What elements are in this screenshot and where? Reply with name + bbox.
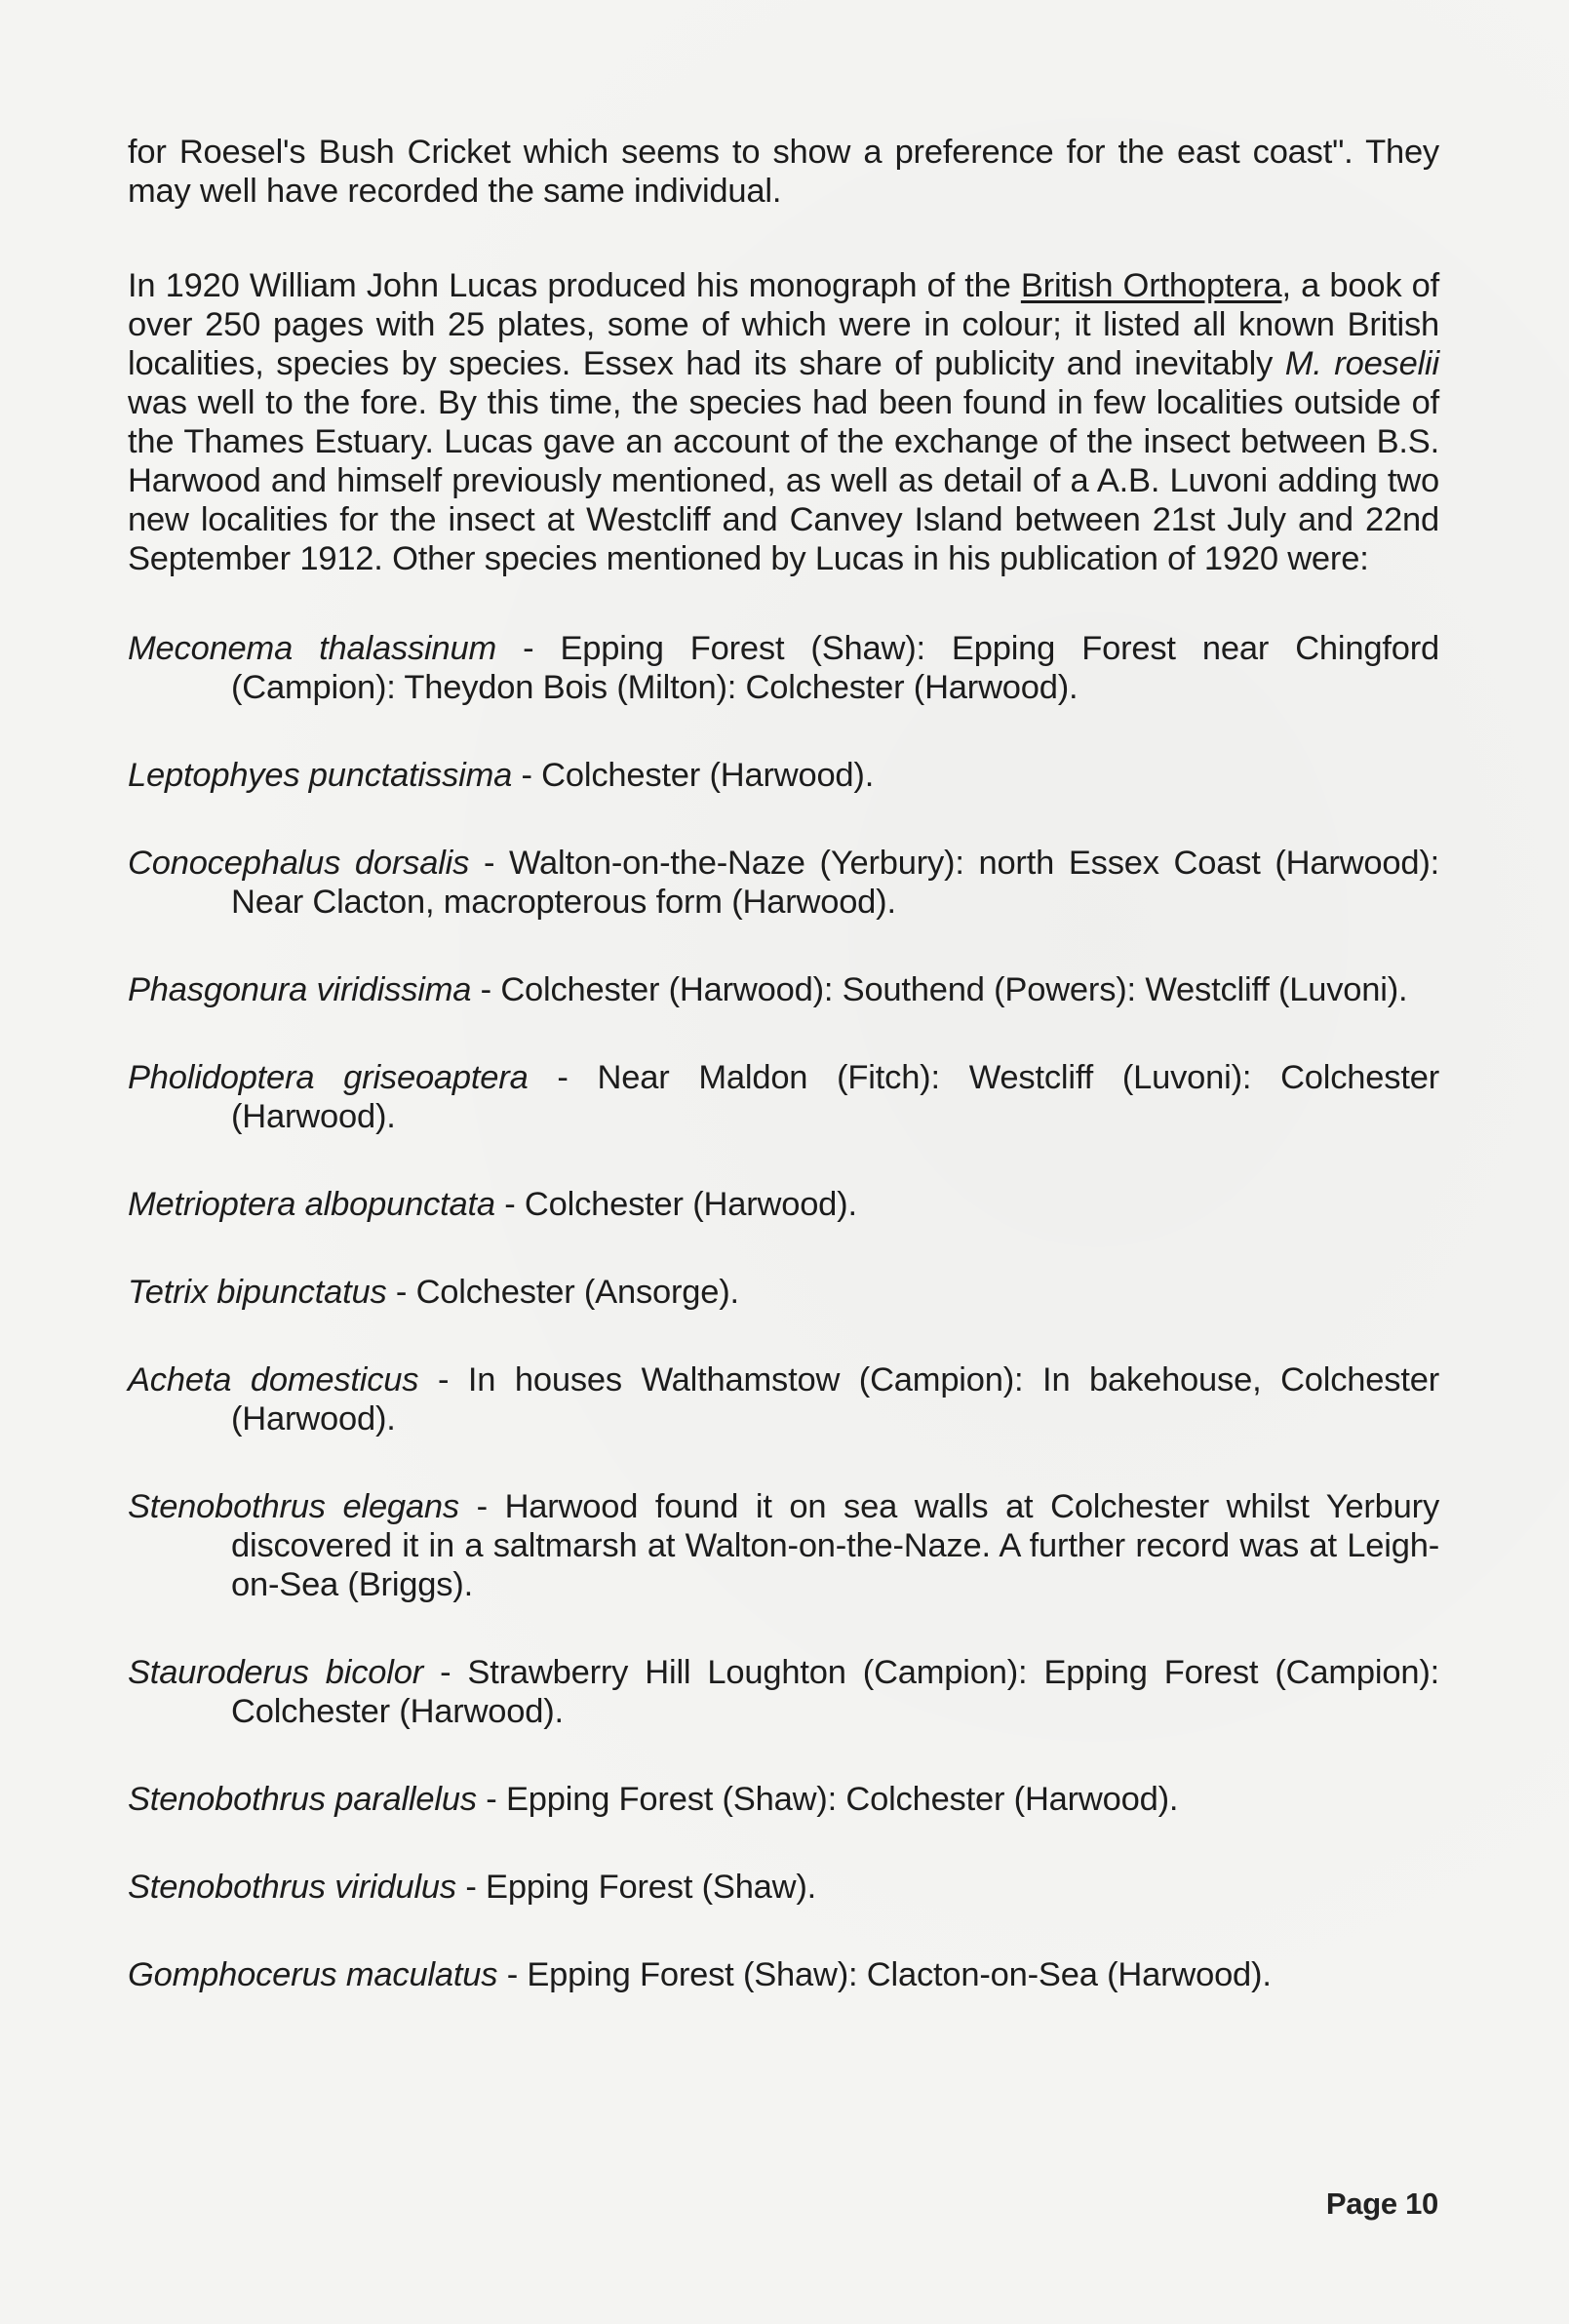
species-records: - Strawberry Hill Loughton (Campion): Epping Forest (Campion): Colchester (Harwood). [231,1654,1439,1730]
book-title: British Orthoptera [1020,267,1282,304]
species-entry [128,756,1439,795]
species-records: - Colchester (Harwood): Southend (Powers): Westcliff (Luvoni). [471,971,1408,1008]
intro-paragraph: for Roesel's Bush Cricket which seems to show a preference for the east coast". They may well have recorded the same individual. [128,134,1439,210]
lucas-text-after-title: , a book of over 250 pages with 25 plates, some of which were in colour; it listed all known British localities, species by species. Essex had its share of publicity and inevitably [128,267,1439,382]
species-records: - Colchester (Harwood). [494,1186,857,1223]
species-name: Stenobothrus elegans [128,1488,459,1525]
species-records: - Epping Forest (Shaw): Colchester (Harwood). [476,1781,1179,1818]
species-entry [128,1185,1439,1224]
lucas-text-after-species: was well to the fore. By this time, the species had been found in few localities outside of the Thames Estuary. Lucas gave an account of the exchange of the insect between B.S. Harwood and himself previously mentioned, as well as detail of a A.B. Luvoni adding two new localities for the insect at Westcliff and Canvey Island between 21st July and 22nd September 1912. Other species mentioned by Lucas in his publication of 1920 were: [128,384,1439,577]
lucas-paragraph [128,266,1439,578]
species-name: Stauroderus bicolor [128,1654,424,1691]
species-records: - Harwood found it on sea walls at Colchester whilst Yerbury discovered it in a saltmarsh at Walton-on-the-Naze. A further record was at Leigh-on-Sea (Briggs). [231,1488,1440,1603]
species-entry [128,1360,1439,1438]
species-abbrev: M. roeselii [1284,345,1439,382]
species-entry [128,1780,1439,1819]
species-entry [128,1273,1439,1312]
species-name: Tetrix bipunctatus [128,1274,387,1311]
species-entry [128,1487,1439,1604]
species-name: Conocephalus dorsalis [128,845,470,882]
species-entry [128,1058,1439,1136]
lucas-text-before-title: In 1920 William John Lucas produced his monograph of the [128,267,1021,304]
species-name: Pholidoptera griseoaptera [128,1059,529,1096]
species-list [128,629,1439,1994]
species-records: - Epping Forest (Shaw). [455,1869,817,1906]
species-entry [128,844,1439,922]
species-records: - In houses Walthamstow (Campion): In bakehouse, Colchester (Harwood). [231,1361,1439,1438]
species-entry [128,1868,1439,1907]
species-records: - Walton-on-the-Naze (Yerbury): north Essex Coast (Harwood): Near Clacton, macropterous form (Harwood). [231,845,1440,921]
species-records: - Epping Forest (Shaw): Epping Forest near Chingford (Campion): Theydon Bois (Milton): Colchester (Harwood). [231,630,1439,706]
page-body [128,133,1439,2043]
species-name: Metrioptera albopunctata [128,1186,495,1223]
species-records: - Near Maldon (Fitch): Westcliff (Luvoni): Colchester (Harwood). [231,1059,1439,1135]
species-records: - Colchester (Harwood). [512,757,875,794]
species-records: - Colchester (Ansorge). [386,1274,739,1311]
species-entry [128,1955,1439,1994]
species-records: - Epping Forest (Shaw): Clacton-on-Sea (Harwood). [497,1956,1272,1993]
species-name: Leptophyes punctatissima [128,757,513,794]
species-name: Gomphocerus maculatus [128,1956,498,1993]
page-number: Page 10 [1325,2186,1438,2221]
species-name: Meconema thalassinum [128,630,497,667]
species-name: Stenobothrus viridulus [128,1869,456,1906]
species-name: Phasgonura viridissima [128,971,472,1008]
species-entry [128,970,1439,1009]
species-entry [128,1653,1439,1731]
species-name: Stenobothrus parallelus [128,1781,477,1818]
species-name: Acheta domesticus [128,1361,419,1398]
species-entry [128,629,1439,707]
